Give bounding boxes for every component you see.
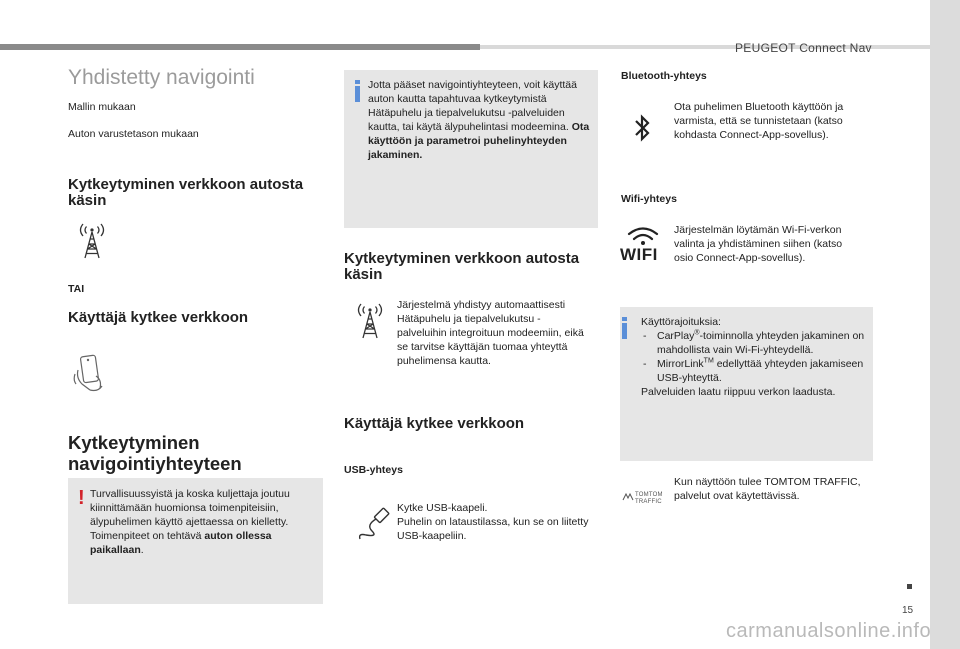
usb-text: Kytke USB-kaapeli. Puhelin on lataustilassa, kun se on liitetty USB-kaapeliin. (397, 502, 589, 542)
bluetooth-text: Ota puhelimen Bluetooth käyttöön ja varmista, että se tunnistetaan (katso kohdasta Connect-App-sovellus). (674, 101, 844, 141)
info-text (368, 78, 592, 162)
heading-user-connect-middle: Käyttäjä kytkee verkkoon (344, 415, 525, 432)
heading-user-connect-left: Käyttäjä kytkee verkkoon (68, 309, 249, 326)
info-icon-dot (355, 80, 360, 84)
info-icon (355, 86, 360, 102)
info-icon-dot-limits (622, 317, 627, 321)
info-icon-limits (622, 323, 627, 339)
tomtom-traffic-icon (622, 491, 668, 507)
tomtom-label-line1: TOMTOM (635, 492, 663, 498)
smartphone-hand-icon (70, 350, 118, 398)
limit-mirrorlink-sup: TM (703, 357, 714, 365)
wifi-icon (620, 226, 664, 270)
heading-auto-connect-left: Kytkeytyminen verkkoon autosta käsin (68, 176, 304, 209)
page-number: 15 (902, 605, 914, 616)
warning-text-body: Turvallisuussyistä ja koska kuljettaja joutuu kiinnittämään huomionsa toimenpiteisiin, älypuhelimen käyttö ajettaessa on kielletty. Toimenpiteet on tehtävä (90, 488, 290, 542)
heading-navigation-connection: Kytkeytyminen navigointiyhteyteen (68, 432, 242, 474)
tomtom-text: Kun näyttöön tulee TOMTOM TRAFFIC, palvelut ovat käytettävissä. (674, 476, 861, 502)
warning-box (68, 478, 323, 604)
warning-icon: ! (78, 487, 85, 509)
limit-carplay-text: -toiminnolla yhteyden jakaminen on mahdollista vain Wi-Fi-yhteydellä. (657, 330, 865, 356)
info-text-body: Jotta pääset navigointiyhteyteen, voit käyttää auton kautta tapahtuvaa kytkeytymistä Hätäpuhelu ja tiepalvelukutsu -palveluiden kautta, tai käytä älypuhelintasi modeemina. (368, 79, 577, 133)
page-side-strip (930, 0, 960, 649)
page-title: Yhdistetty navigointi (68, 66, 255, 89)
end-mark (907, 584, 912, 589)
tomtom-label-line2: TRAFFIC (635, 499, 662, 505)
limit-item-mirrorlink (641, 357, 867, 385)
warning-text-bold: auton ollessa paikallaan (90, 530, 272, 556)
bluetooth-icon (630, 112, 654, 144)
tomtom-hands-icon (622, 492, 634, 502)
running-head: PEUGEOT Connect Nav (735, 41, 872, 55)
auto-connect-text: Järjestelmä yhdistyy automaattisesti Hätäpuhelu ja tiepalvelukutsu -palveluihin integroituun modeemiin, eikä se tarvitse käyttäjän tuomaa yhteyttä puhelimensa kautta. (397, 299, 584, 367)
wifi-text: Järjestelmän löytämän Wi-Fi-verkon valinta ja yhdistäminen siihen (katso osio Connect-App-sovellus). (674, 224, 843, 264)
limit-item-carplay (641, 329, 867, 357)
antenna-icon-middle (352, 302, 388, 342)
limit-mirrorlink-text: edellyttää yhteyden jakamiseen USB-yhteyttä. (657, 358, 864, 384)
wifi-label: Wifi-yhteys (621, 193, 677, 205)
watermark: carmanualsonline.info (726, 620, 932, 642)
header-rule-dark (0, 44, 480, 50)
equipment-note: Auton varustetason mukaan (68, 128, 199, 140)
info-text-bold: Ota käyttöön ja parametroi puhelinyhteyden jakaminen. (368, 121, 590, 161)
info-box-connection (344, 70, 598, 228)
warning-text (90, 487, 315, 557)
wifi-icon-text: WIFI (620, 245, 658, 264)
limits-title: Käyttörajoituksia: (641, 316, 721, 328)
bluetooth-label: Bluetooth-yhteys (621, 70, 707, 82)
usb-cable-icon (354, 505, 390, 541)
or-label: TAI (68, 283, 85, 295)
wifi-waves-icon (626, 226, 660, 246)
antenna-icon (74, 222, 110, 262)
limits-list (641, 329, 867, 385)
warning-text-end: . (140, 544, 144, 556)
limit-carplay-name: CarPlay (657, 330, 695, 342)
limit-carplay-sup: ® (694, 329, 700, 337)
heading-auto-connect-middle: Kytkeytyminen verkkoon autosta käsin (344, 250, 580, 283)
limits-text (641, 315, 867, 399)
limits-end: Palveluiden laatu riippuu verkon laadusta. (641, 386, 836, 398)
limit-mirrorlink-name: MirrorLink (657, 358, 704, 370)
usb-label: USB-yhteys (344, 464, 403, 476)
model-note: Mallin mukaan (68, 101, 136, 113)
info-box-limits (620, 307, 873, 461)
